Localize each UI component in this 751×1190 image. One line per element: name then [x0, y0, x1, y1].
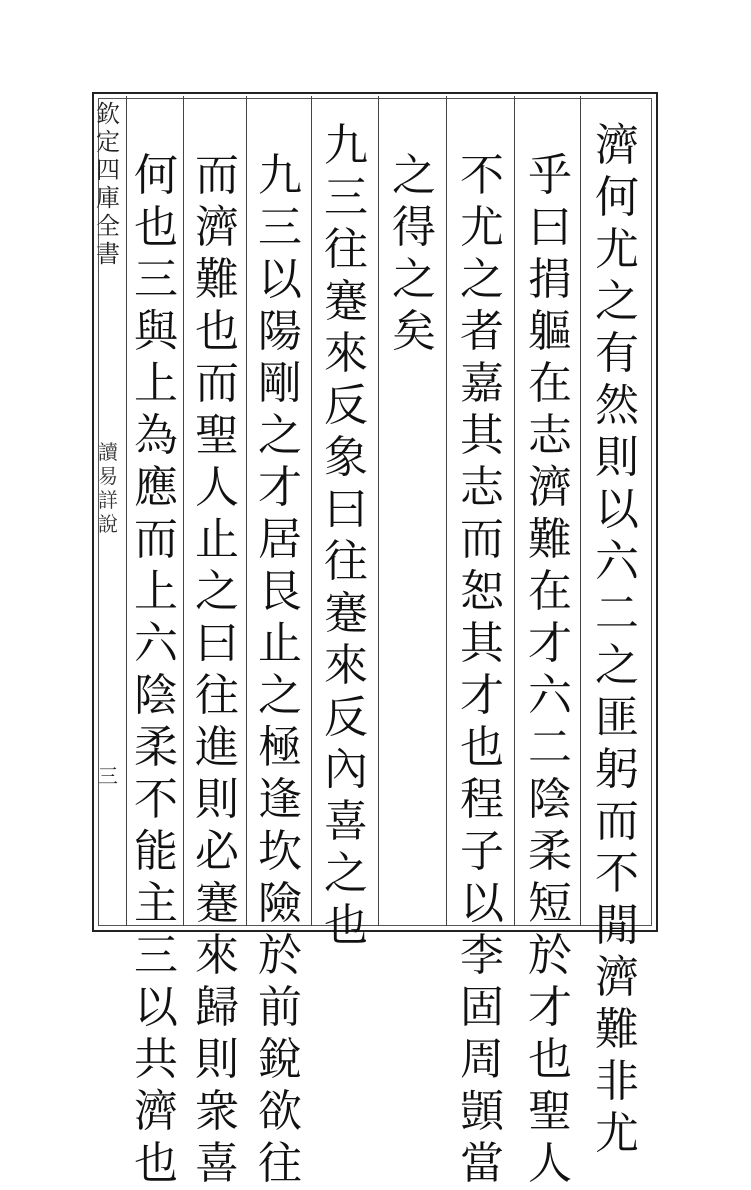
glyph: 濟	[528, 462, 572, 513]
glyph: 反	[324, 380, 368, 431]
glyph: 矣	[392, 306, 436, 357]
glyph: 蹇	[324, 276, 368, 327]
glyph: 往	[324, 536, 368, 587]
glyph: 讀	[98, 440, 118, 464]
glyph: 之	[595, 276, 639, 327]
glyph: 三	[324, 172, 368, 223]
glyph: 共	[134, 1034, 178, 1085]
text-column-6	[250, 150, 310, 1190]
glyph: 來	[195, 930, 239, 981]
text-column-7	[187, 150, 247, 1190]
text-column-1	[587, 120, 647, 1160]
glyph: 以	[134, 982, 178, 1033]
glyph: 也	[460, 722, 504, 773]
glyph: 銳	[258, 1034, 302, 1085]
glyph: 之	[195, 566, 239, 617]
text-column-3	[452, 150, 512, 1190]
column-rule	[311, 96, 312, 926]
glyph: 往	[195, 670, 239, 721]
glyph: 於	[528, 930, 572, 981]
glyph: 九	[324, 120, 368, 171]
glyph: 全	[96, 212, 120, 240]
glyph: 九	[258, 150, 302, 201]
glyph: 濟	[195, 202, 239, 253]
glyph: 軀	[528, 306, 572, 357]
glyph: 欽	[96, 100, 120, 128]
glyph: 三	[258, 202, 302, 253]
glyph: 陽	[258, 306, 302, 357]
glyph: 志	[528, 410, 572, 461]
glyph: 來	[324, 640, 368, 691]
column-rule	[446, 96, 447, 926]
glyph: 志	[460, 462, 504, 513]
glyph: 嘉	[460, 358, 504, 409]
glyph: 說	[98, 512, 118, 536]
glyph: 六	[134, 618, 178, 669]
glyph: 乎	[528, 150, 572, 201]
glyph: 何	[595, 172, 639, 223]
glyph: 止	[258, 618, 302, 669]
glyph: 閒	[595, 900, 639, 951]
text-column-2	[520, 150, 580, 1190]
glyph: 才	[460, 670, 504, 721]
glyph: 反	[324, 692, 368, 743]
glyph: 書	[96, 240, 120, 268]
glyph: 也	[324, 900, 368, 951]
glyph: 往	[258, 1138, 302, 1189]
glyph: 難	[595, 1004, 639, 1055]
glyph: 者	[460, 306, 504, 357]
glyph: 聖	[528, 1086, 572, 1137]
glyph: 程	[460, 774, 504, 825]
glyph: 極	[258, 722, 302, 773]
margin-title	[95, 100, 121, 268]
glyph: 陰	[528, 774, 572, 825]
glyph: 李	[460, 930, 504, 981]
glyph: 必	[195, 826, 239, 877]
glyph: 短	[528, 878, 572, 929]
glyph: 不	[460, 150, 504, 201]
glyph: 也	[528, 1034, 572, 1085]
glyph: 而	[195, 150, 239, 201]
glyph: 不	[134, 774, 178, 825]
glyph: 為	[134, 410, 178, 461]
glyph: 當	[460, 1138, 504, 1189]
glyph: 蹇	[195, 878, 239, 929]
glyph: 來	[324, 328, 368, 379]
glyph: 然	[595, 380, 639, 431]
glyph: 也	[134, 1138, 178, 1189]
margin-book-title	[95, 440, 121, 536]
glyph: 剛	[258, 358, 302, 409]
glyph: 六	[528, 670, 572, 721]
glyph: 而	[195, 358, 239, 409]
glyph: 上	[134, 566, 178, 617]
glyph: 才	[528, 982, 572, 1033]
glyph: 之	[392, 150, 436, 201]
glyph: 也	[134, 202, 178, 253]
glyph: 應	[134, 462, 178, 513]
glyph: 三	[134, 930, 178, 981]
text-column-4	[384, 150, 444, 358]
glyph: 固	[460, 982, 504, 1033]
column-rule	[580, 96, 581, 926]
glyph: 人	[528, 1138, 572, 1189]
glyph: 尤	[460, 202, 504, 253]
glyph: 子	[460, 826, 504, 877]
glyph: 之	[460, 254, 504, 305]
glyph: 人	[195, 462, 239, 513]
glyph: 陰	[134, 670, 178, 721]
glyph: 柔	[528, 826, 572, 877]
glyph: 在	[528, 358, 572, 409]
glyph: 內	[324, 744, 368, 795]
glyph: 曰	[324, 484, 368, 535]
glyph: 止	[195, 514, 239, 565]
glyph: 二	[528, 722, 572, 773]
glyph: 以	[595, 484, 639, 535]
glyph: 以	[460, 878, 504, 929]
column-rule	[378, 96, 379, 926]
glyph: 周	[460, 1034, 504, 1085]
glyph: 六	[595, 536, 639, 587]
glyph: 欲	[258, 1086, 302, 1137]
glyph: 而	[460, 514, 504, 565]
glyph: 難	[195, 254, 239, 305]
glyph: 上	[134, 358, 178, 409]
glyph: 恕	[460, 566, 504, 617]
glyph: 躬	[595, 744, 639, 795]
glyph: 定	[96, 128, 120, 156]
glyph: 難	[528, 514, 572, 565]
page-number: 三	[98, 764, 118, 788]
text-column-8	[126, 150, 186, 1190]
glyph: 易	[98, 464, 118, 488]
glyph: 衆	[195, 1086, 239, 1137]
glyph: 何	[134, 150, 178, 201]
glyph: 以	[258, 254, 302, 305]
glyph: 不	[595, 848, 639, 899]
glyph: 其	[460, 618, 504, 669]
glyph: 濟	[595, 120, 639, 171]
glyph: 喜	[324, 796, 368, 847]
glyph: 得	[392, 202, 436, 253]
glyph: 險	[258, 878, 302, 929]
glyph: 捐	[528, 254, 572, 305]
glyph: 象	[324, 432, 368, 483]
glyph: 則	[195, 1034, 239, 1085]
glyph: 非	[595, 1056, 639, 1107]
glyph: 二	[595, 588, 639, 639]
glyph: 而	[134, 514, 178, 565]
glyph: 之	[258, 670, 302, 721]
glyph: 前	[258, 982, 302, 1033]
glyph: 在	[528, 566, 572, 617]
glyph: 尤	[595, 1108, 639, 1159]
glyph: 尤	[595, 224, 639, 275]
glyph: 而	[595, 796, 639, 847]
glyph: 庫	[96, 184, 120, 212]
glyph: 有	[595, 328, 639, 379]
glyph: 濟	[134, 1086, 178, 1137]
glyph: 則	[595, 432, 639, 483]
glyph: 才	[258, 462, 302, 513]
glyph: 也	[195, 306, 239, 357]
glyph: 與	[134, 306, 178, 357]
glyph: 之	[595, 640, 639, 691]
glyph: 居	[258, 514, 302, 565]
glyph: 往	[324, 224, 368, 275]
glyph: 坎	[258, 826, 302, 877]
glyph: 艮	[258, 566, 302, 617]
glyph: 逢	[258, 774, 302, 825]
glyph: 曰	[528, 202, 572, 253]
glyph: 匪	[595, 692, 639, 743]
glyph: 進	[195, 722, 239, 773]
glyph: 則	[195, 774, 239, 825]
text-column-5	[316, 120, 376, 952]
glyph: 其	[460, 410, 504, 461]
glyph: 能	[134, 826, 178, 877]
glyph: 之	[392, 254, 436, 305]
glyph: 顗	[460, 1086, 504, 1137]
glyph: 歸	[195, 982, 239, 1033]
glyph: 才	[528, 618, 572, 669]
glyph: 四	[96, 156, 120, 184]
glyph: 柔	[134, 722, 178, 773]
glyph: 喜	[195, 1138, 239, 1189]
glyph: 聖	[195, 410, 239, 461]
column-rule	[514, 96, 515, 926]
glyph: 曰	[195, 618, 239, 669]
glyph: 三	[134, 254, 178, 305]
glyph: 蹇	[324, 588, 368, 639]
glyph: 詳	[98, 488, 118, 512]
glyph: 之	[324, 848, 368, 899]
glyph: 於	[258, 930, 302, 981]
glyph: 濟	[595, 952, 639, 1003]
glyph: 之	[258, 410, 302, 461]
glyph: 主	[134, 878, 178, 929]
